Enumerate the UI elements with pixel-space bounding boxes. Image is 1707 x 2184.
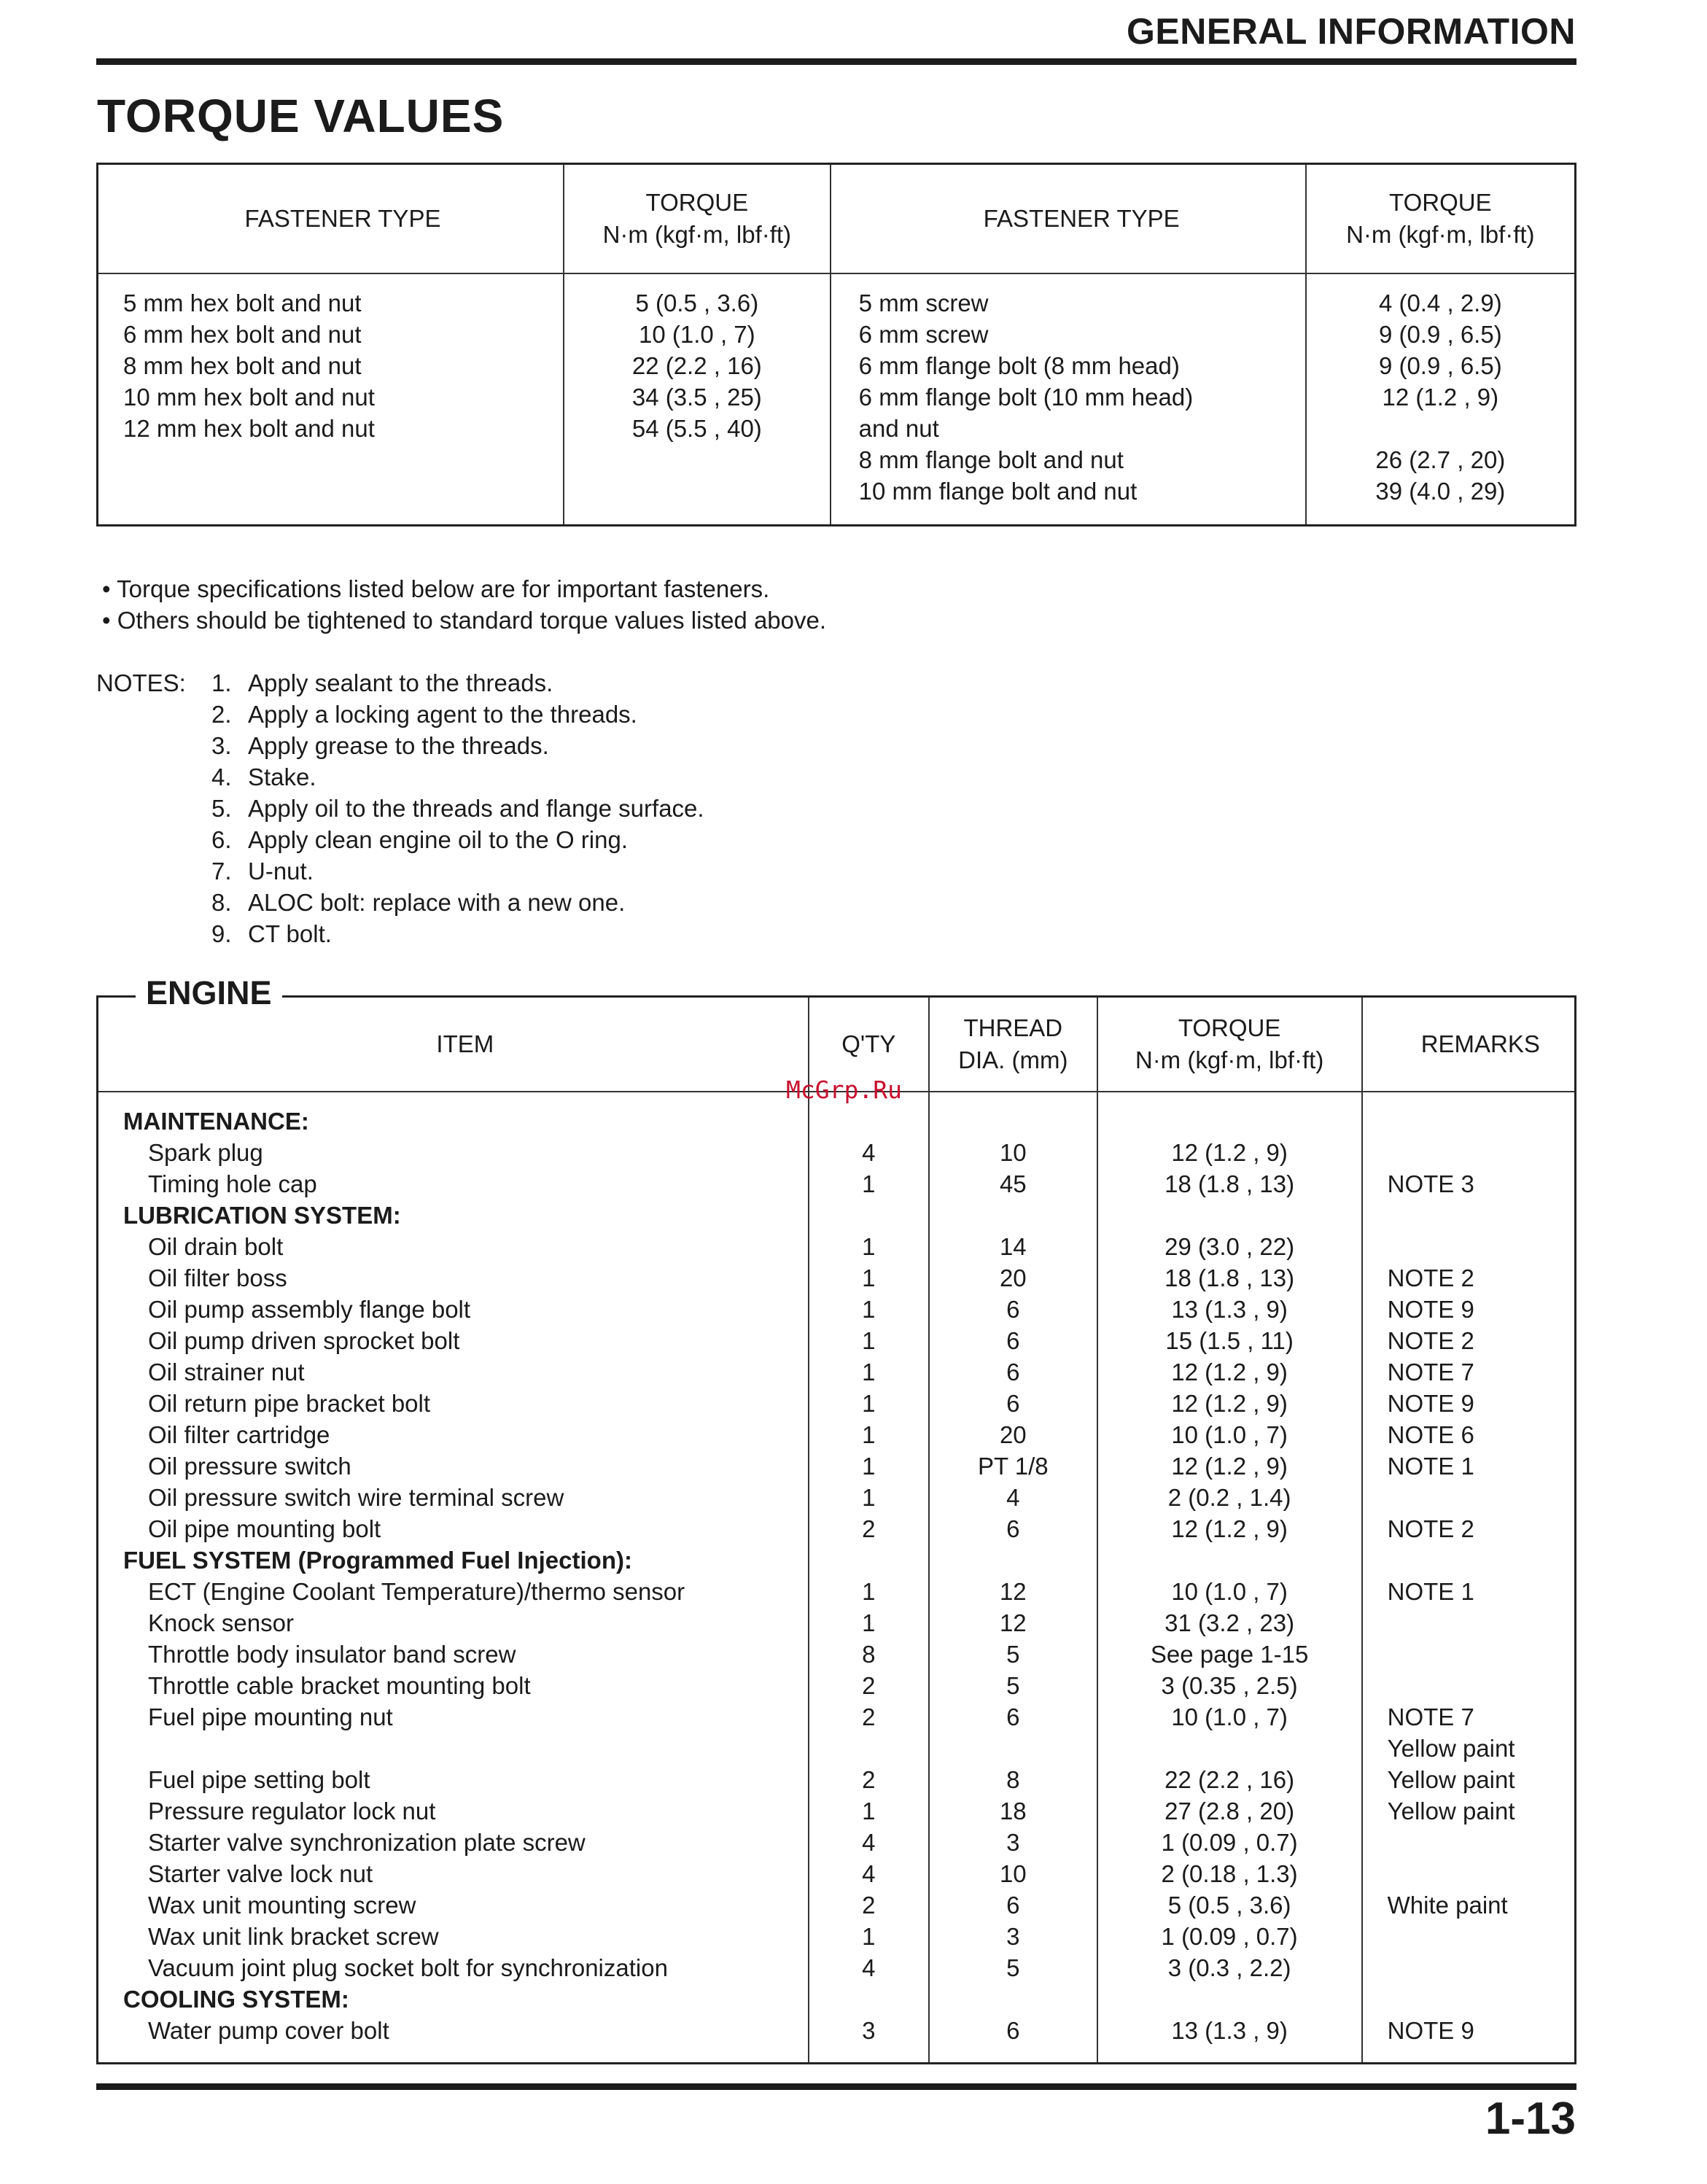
remarks-cell	[1362, 1858, 1576, 1889]
qty-cell: 1	[809, 1795, 929, 1827]
qty-cell: 4	[809, 1858, 929, 1889]
item-cell: Oil drain bolt	[148, 1233, 284, 1260]
fastener-type: 5 mm screw	[858, 289, 989, 316]
torque-cell	[1097, 1983, 1362, 2015]
torque-cell: 15 (1.5 , 11)	[1097, 1325, 1362, 1356]
qty-cell: 1	[809, 1921, 929, 1952]
qty-cell: 1	[809, 1388, 929, 1419]
torque-cell: 1 (0.09 , 0.7)	[1097, 1921, 1362, 1952]
remarks-cell	[1362, 1983, 1576, 2015]
qty-cell: 4	[809, 1952, 929, 1983]
remarks-cell: NOTE 2	[1362, 1262, 1576, 1294]
note-item: 7. U-nut.	[211, 858, 314, 885]
note-item: 1. Apply sealant to the threads.	[211, 669, 553, 696]
remarks-cell: Yellow paint	[1362, 1733, 1576, 1764]
item-cell: Oil pressure switch wire terminal screw	[148, 1484, 564, 1511]
remarks-cell	[1362, 1200, 1576, 1231]
fastener-type: 6 mm hex bolt and nut	[123, 321, 362, 348]
torque-cell: 12 (1.2 , 9)	[1097, 1513, 1362, 1544]
qty-cell	[809, 1544, 929, 1576]
col-torque-right: TORQUE N·m (kgf·m, lbf·ft)	[1306, 164, 1576, 274]
torque-cell: See page 1-15	[1097, 1639, 1362, 1670]
section-row	[98, 1544, 1576, 1576]
col-fastener-type-left: FASTENER TYPE	[98, 164, 564, 274]
thread-dia-cell: 10	[929, 1858, 1097, 1889]
qty-cell: 1	[809, 1168, 929, 1200]
engine-section-title: ENGINE	[136, 974, 282, 1012]
torque-cell	[1097, 1200, 1362, 1231]
fastener-type: 10 mm flange bolt and nut	[858, 478, 1138, 505]
table-row	[98, 1639, 1576, 1670]
notes-list	[211, 667, 704, 949]
torque-value: 9 (0.9 , 6.5)	[1378, 352, 1502, 379]
remarks-cell: NOTE 6	[1362, 1419, 1576, 1450]
table-row	[98, 1764, 1576, 1795]
qty-cell: 1	[809, 1482, 929, 1513]
thread-dia-cell: 6	[929, 1294, 1097, 1325]
table-row	[98, 1952, 1576, 1983]
bullet-item: • Others should be tightened to standard torque values listed above.	[102, 607, 827, 634]
torque-value: 54 (5.5 , 40)	[631, 415, 762, 442]
thread-dia-cell	[929, 1092, 1097, 1137]
torque-cell: 12 (1.2 , 9)	[1097, 1137, 1362, 1168]
table-row	[98, 1137, 1576, 1168]
torque-cell: 10 (1.0 , 7)	[1097, 1701, 1362, 1733]
thread-dia-cell: 20	[929, 1419, 1097, 1450]
remarks-cell: NOTE 2	[1362, 1513, 1576, 1544]
col-torque-left: TORQUE N·m (kgf·m, lbf·ft)	[564, 164, 831, 274]
torque-cell: 10 (1.0 , 7)	[1097, 1576, 1362, 1607]
remarks-cell	[1362, 1137, 1576, 1168]
standard-torque-table	[96, 163, 1576, 526]
item-cell: Oil return pipe bracket bolt	[148, 1390, 431, 1417]
item-cell: ECT (Engine Coolant Temperature)/thermo sensor	[148, 1578, 685, 1605]
table-row	[98, 1388, 1576, 1419]
qty-cell: 1	[809, 1262, 929, 1294]
remarks-cell: NOTE 9	[1362, 1294, 1576, 1325]
item-cell	[98, 1733, 809, 1764]
qty-cell: 1	[809, 1294, 929, 1325]
torque-cell	[1097, 1733, 1362, 1764]
torque-cell: 31 (3.2 , 23)	[1097, 1607, 1362, 1639]
qty-cell: 1	[809, 1576, 929, 1607]
remarks-cell: NOTE 1	[1362, 1576, 1576, 1607]
item-cell: Fuel pipe mounting nut	[148, 1703, 393, 1730]
remarks-cell: Yellow paint	[1362, 1795, 1576, 1827]
right-torques-cell	[1306, 273, 1576, 526]
thread-dia-cell: 12	[929, 1576, 1097, 1607]
note-item: 5. Apply oil to the threads and flange surface.	[211, 795, 704, 822]
torque-value: 12 (1.2 , 9)	[1382, 384, 1499, 411]
item-cell: LUBRICATION SYSTEM:	[123, 1202, 401, 1229]
qty-cell	[809, 1200, 929, 1231]
torque-cell: 5 (0.5 , 3.6)	[1097, 1889, 1362, 1921]
table-row	[98, 1231, 1576, 1262]
table-row	[98, 1670, 1576, 1701]
page-title: TORQUE VALUES	[97, 90, 505, 142]
item-cell: Vacuum joint plug socket bolt for synchronization	[148, 1954, 668, 1981]
qty-cell: 2	[809, 1513, 929, 1544]
torque-cell	[1097, 1092, 1362, 1137]
torque-value: 10 (1.0 , 7)	[639, 321, 755, 348]
item-cell: Timing hole cap	[148, 1170, 317, 1197]
note-item: 3. Apply grease to the threads.	[211, 732, 549, 759]
torque-cell: 13 (1.3 , 9)	[1097, 2015, 1362, 2064]
torque-value: 9 (0.9 , 6.5)	[1378, 321, 1502, 348]
qty-cell	[809, 1983, 929, 2015]
table-row	[98, 1889, 1576, 1921]
table-row	[98, 1325, 1576, 1356]
table-row	[98, 1858, 1576, 1889]
torque-value: 39 (4.0 , 29)	[1375, 478, 1506, 505]
remarks-cell	[1362, 1670, 1576, 1701]
table-row	[98, 1168, 1576, 1200]
qty-cell: 1	[809, 1419, 929, 1450]
thread-dia-cell	[929, 1544, 1097, 1576]
qty-cell: 2	[809, 1670, 929, 1701]
remarks-cell: NOTE 3	[1362, 1168, 1576, 1200]
col-qty: Q'TY	[809, 997, 929, 1092]
qty-cell	[809, 1733, 929, 1764]
qty-cell: 4	[809, 1827, 929, 1858]
left-torques-cell	[564, 273, 831, 526]
section-header: GENERAL INFORMATION	[1127, 11, 1576, 52]
thread-dia-cell: 6	[929, 1513, 1097, 1544]
thread-dia-cell: PT 1/8	[929, 1450, 1097, 1482]
fastener-type: and nut	[858, 415, 939, 442]
right-types-cell	[831, 273, 1306, 526]
footer-rule	[96, 2083, 1576, 2090]
torque-value: 5 (0.5 , 3.6)	[635, 289, 759, 316]
qty-cell: 2	[809, 1889, 929, 1921]
qty-cell: 2	[809, 1764, 929, 1795]
thread-dia-cell: 6	[929, 2015, 1097, 2064]
thread-dia-cell: 14	[929, 1231, 1097, 1262]
item-cell: FUEL SYSTEM (Programmed Fuel Injection):	[123, 1547, 632, 1574]
item-cell: Wax unit link bracket screw	[148, 1923, 439, 1950]
remarks-cell: NOTE 2	[1362, 1325, 1576, 1356]
table-row	[98, 1827, 1576, 1858]
table-row	[98, 1262, 1576, 1294]
table-row	[98, 1701, 1576, 1733]
item-cell: COOLING SYSTEM:	[123, 1986, 349, 2013]
remarks-cell: White paint	[1362, 1889, 1576, 1921]
remarks-cell	[1362, 1639, 1576, 1670]
torque-cell: 3 (0.35 , 2.5)	[1097, 1670, 1362, 1701]
torque-cell	[1097, 1544, 1362, 1576]
torque-cell: 12 (1.2 , 9)	[1097, 1356, 1362, 1388]
torque-value: 34 (3.5 , 25)	[631, 384, 762, 411]
qty-cell: 1	[809, 1356, 929, 1388]
fastener-type: 5 mm hex bolt and nut	[123, 289, 362, 316]
note-item: 6. Apply clean engine oil to the O ring.	[211, 826, 628, 853]
remarks-cell	[1362, 1827, 1576, 1858]
thread-dia-cell: 5	[929, 1952, 1097, 1983]
thread-dia-cell: 6	[929, 1325, 1097, 1356]
item-cell: Oil filter cartridge	[148, 1421, 330, 1448]
item-cell: Oil pump assembly flange bolt	[148, 1296, 471, 1323]
fastener-type: 6 mm screw	[858, 321, 989, 348]
thread-dia-cell: 6	[929, 1388, 1097, 1419]
table-row	[98, 1482, 1576, 1513]
qty-cell: 1	[809, 1607, 929, 1639]
note-item: 2. Apply a locking agent to the threads.	[211, 701, 637, 728]
table-row	[98, 1513, 1576, 1544]
table-row	[98, 2015, 1576, 2064]
torque-cell: 27 (2.8 , 20)	[1097, 1795, 1362, 1827]
item-cell: Knock sensor	[148, 1609, 294, 1636]
qty-cell: 4	[809, 1137, 929, 1168]
item-cell: Throttle body insulator band screw	[148, 1641, 516, 1668]
fastener-type: 10 mm hex bolt and nut	[123, 384, 375, 411]
col-torque: TORQUE N·m (kgf·m, lbf·ft)	[1097, 997, 1362, 1092]
table-row	[98, 1795, 1576, 1827]
thread-dia-cell	[929, 1733, 1097, 1764]
note-item: 9. CT bolt.	[211, 920, 332, 947]
thread-dia-cell	[929, 1200, 1097, 1231]
table-row	[98, 1450, 1576, 1482]
table-row	[98, 1419, 1576, 1450]
notes-label: NOTES:	[96, 669, 186, 696]
thread-dia-cell: 3	[929, 1827, 1097, 1858]
torque-value: 26 (2.7 , 20)	[1375, 446, 1506, 473]
section-row	[98, 1983, 1576, 2015]
fastener-type: 6 mm flange bolt (10 mm head)	[858, 384, 1194, 411]
table-row	[98, 1294, 1576, 1325]
torque-cell: 3 (0.3 , 2.2)	[1097, 1952, 1362, 1983]
qty-cell: 1	[809, 1231, 929, 1262]
thread-dia-cell: 8	[929, 1764, 1097, 1795]
item-cell: Spark plug	[148, 1139, 263, 1166]
fastener-type: 8 mm hex bolt and nut	[123, 352, 362, 379]
item-cell: Starter valve lock nut	[148, 1860, 373, 1887]
remarks-cell	[1362, 1544, 1576, 1576]
remarks-cell	[1362, 1607, 1576, 1639]
remarks-cell: NOTE 9	[1362, 1388, 1576, 1419]
note-item: 8. ALOC bolt: replace with a new one.	[211, 889, 626, 916]
item-cell: Oil strainer nut	[148, 1359, 305, 1386]
item-cell: Oil pressure switch	[148, 1453, 351, 1480]
qty-cell: 8	[809, 1639, 929, 1670]
torque-cell: 12 (1.2 , 9)	[1097, 1388, 1362, 1419]
torque-cell: 18 (1.8 , 13)	[1097, 1262, 1362, 1294]
thread-dia-cell: 45	[929, 1168, 1097, 1200]
torque-cell: 22 (2.2 , 16)	[1097, 1764, 1362, 1795]
item-cell: Oil pipe mounting bolt	[148, 1515, 381, 1542]
torque-cell: 18 (1.8 , 13)	[1097, 1168, 1362, 1200]
remarks-cell: NOTE 1	[1362, 1450, 1576, 1482]
qty-cell: 2	[809, 1701, 929, 1733]
thread-dia-cell: 6	[929, 1889, 1097, 1921]
item-cell: Starter valve synchronization plate screw	[148, 1829, 586, 1856]
torque-cell: 1 (0.09 , 0.7)	[1097, 1827, 1362, 1858]
qty-cell: 1	[809, 1450, 929, 1482]
remarks-cell	[1362, 1482, 1576, 1513]
torque-value	[1307, 413, 1574, 444]
thread-dia-cell: 4	[929, 1482, 1097, 1513]
bullet-list	[102, 573, 826, 636]
item-cell: Throttle cable bracket mounting bolt	[148, 1672, 531, 1699]
thread-dia-cell: 5	[929, 1670, 1097, 1701]
thread-dia-cell: 20	[929, 1262, 1097, 1294]
header-rule	[96, 58, 1576, 65]
table-row	[98, 1733, 1576, 1764]
torque-cell: 10 (1.0 , 7)	[1097, 1419, 1362, 1450]
section-row	[98, 1200, 1576, 1231]
thread-dia-cell: 12	[929, 1607, 1097, 1639]
torque-cell: 13 (1.3 , 9)	[1097, 1294, 1362, 1325]
remarks-cell	[1362, 1231, 1576, 1262]
bullet-item: • Torque specifications listed below are for important fasteners.	[102, 575, 770, 602]
remarks-cell: NOTE 9	[1362, 2015, 1576, 2064]
table-row	[98, 1576, 1576, 1607]
col-fastener-type-right: FASTENER TYPE	[831, 164, 1306, 274]
engine-torque-table	[96, 995, 1576, 2064]
table-row	[98, 1356, 1576, 1388]
item-cell: MAINTENANCE:	[123, 1108, 309, 1135]
item-cell: Pressure regulator lock nut	[148, 1798, 436, 1824]
page-number: 1-13	[1485, 2094, 1576, 2144]
item-cell: Fuel pipe setting bolt	[148, 1766, 370, 1793]
fastener-type: 6 mm flange bolt (8 mm head)	[858, 352, 1180, 379]
torque-cell: 12 (1.2 , 9)	[1097, 1450, 1362, 1482]
thread-dia-cell: 10	[929, 1137, 1097, 1168]
remarks-cell	[1362, 1092, 1576, 1137]
torque-cell: 2 (0.2 , 1.4)	[1097, 1482, 1362, 1513]
torque-value: 4 (0.4 , 2.9)	[1378, 289, 1502, 316]
item-cell: Water pump cover bolt	[148, 2017, 389, 2044]
thread-dia-cell: 3	[929, 1921, 1097, 1952]
watermark: McGrp.Ru	[786, 1076, 902, 1104]
thread-dia-cell	[929, 1983, 1097, 2015]
thread-dia-cell: 5	[929, 1639, 1097, 1670]
torque-cell: 2 (0.18 , 1.3)	[1097, 1858, 1362, 1889]
note-item: 4. Stake.	[211, 763, 316, 790]
thread-dia-cell: 6	[929, 1701, 1097, 1733]
col-remarks: REMARKS	[1362, 997, 1576, 1092]
thread-dia-cell: 18	[929, 1795, 1097, 1827]
thread-dia-cell: 6	[929, 1356, 1097, 1388]
torque-value: 22 (2.2 , 16)	[631, 352, 762, 379]
fastener-type: 8 mm flange bolt and nut	[858, 446, 1124, 473]
item-cell: Wax unit mounting screw	[148, 1892, 416, 1919]
remarks-cell: NOTE 7	[1362, 1701, 1576, 1733]
remarks-cell: Yellow paint	[1362, 1764, 1576, 1795]
qty-cell: 1	[809, 1325, 929, 1356]
qty-cell: 3	[809, 2015, 929, 2064]
table-row	[98, 1921, 1576, 1952]
fastener-type: 12 mm hex bolt and nut	[123, 415, 375, 442]
torque-cell: 29 (3.0 , 22)	[1097, 1231, 1362, 1262]
remarks-cell	[1362, 1952, 1576, 1983]
table-row	[98, 1607, 1576, 1639]
left-types-cell	[98, 273, 564, 526]
col-thread-dia: THREAD DIA. (mm)	[929, 997, 1097, 1092]
remarks-cell: NOTE 7	[1362, 1356, 1576, 1388]
item-cell: Oil filter boss	[148, 1264, 287, 1291]
col-item: ITEM	[98, 997, 809, 1092]
remarks-cell	[1362, 1921, 1576, 1952]
item-cell: Oil pump driven sprocket bolt	[148, 1327, 460, 1354]
